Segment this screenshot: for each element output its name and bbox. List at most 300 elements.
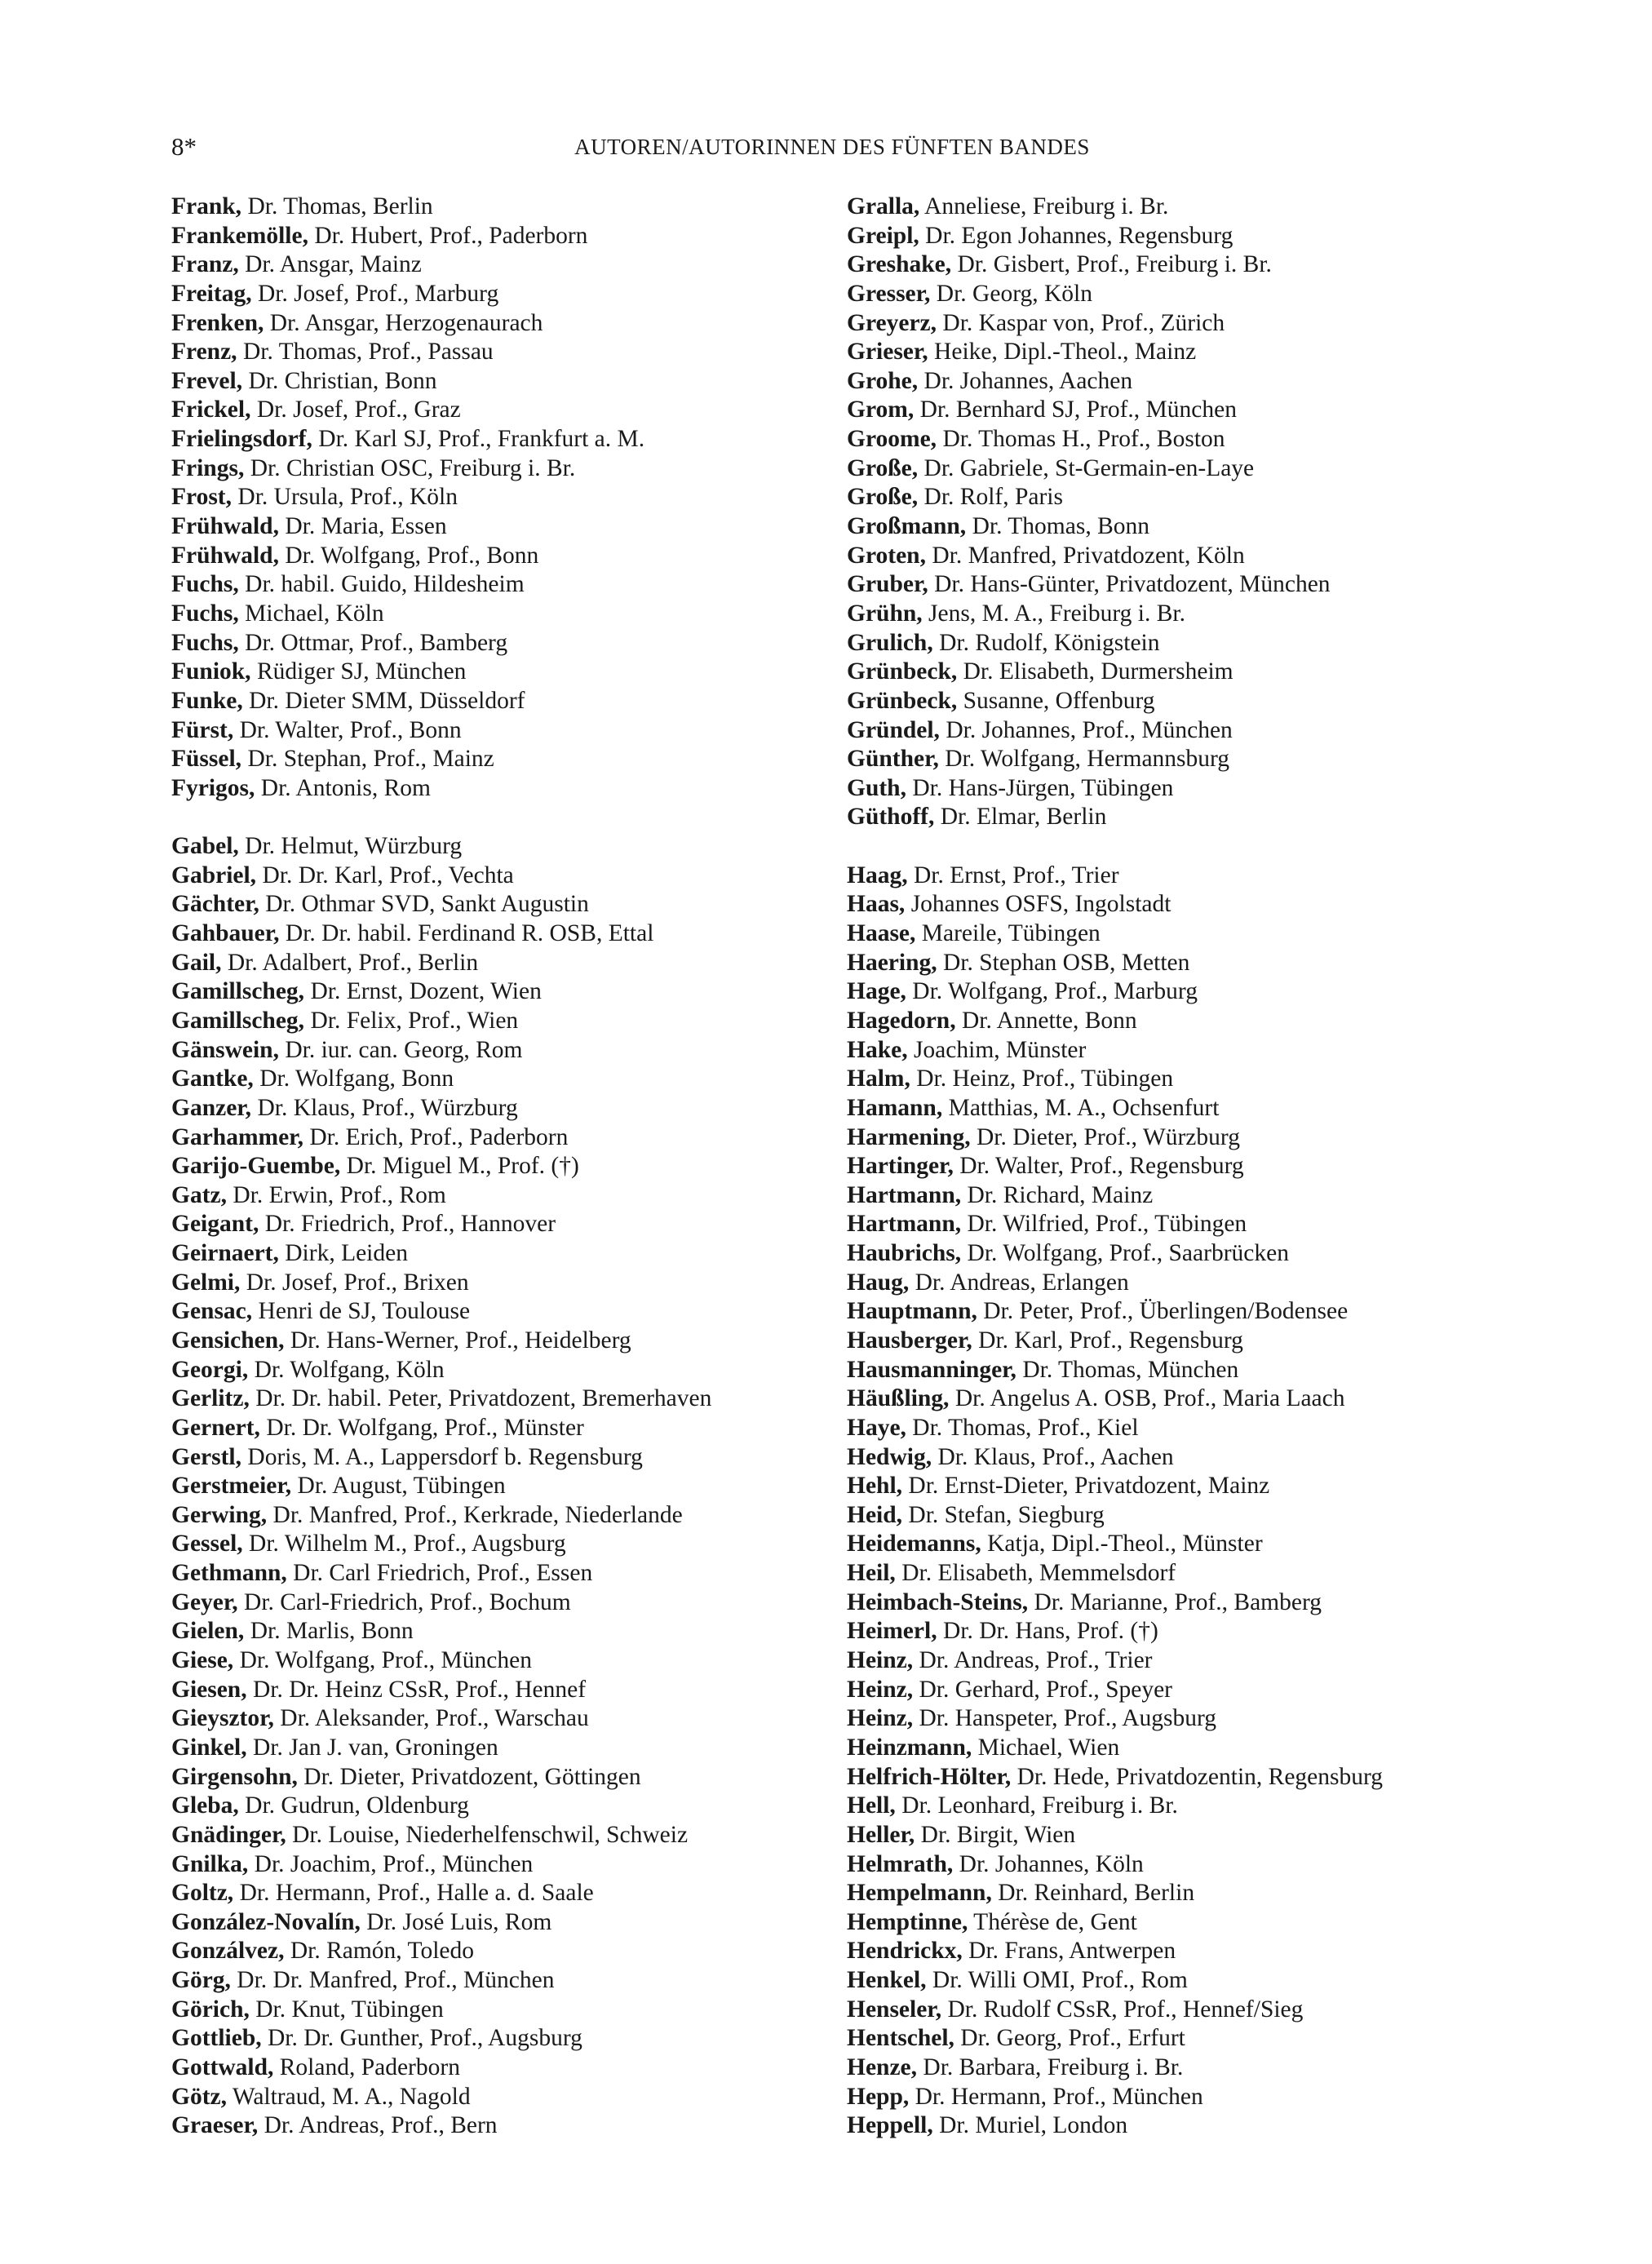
author-details: Dr. Johannes, Prof., München [939, 716, 1233, 743]
author-details: Dr. Ansgar, Mainz [238, 251, 422, 278]
author-entry [171, 687, 824, 716]
author-entry [847, 629, 1499, 658]
author-details: Dr. habil. Guido, Hildesheim [238, 571, 525, 598]
author-details: Dr. Gudrun, Oldenburg [238, 1792, 469, 1819]
author-entry [171, 1501, 824, 1531]
author-entry [171, 1007, 824, 1036]
author-entry [847, 454, 1499, 484]
author-entry [847, 1704, 1499, 1734]
author-entry [171, 1908, 824, 1938]
author-details: Dr. Angelus A. OSB, Prof., Maria Laach [949, 1385, 1345, 1412]
author-details: Dr. Stephan OSB, Metten [937, 949, 1190, 976]
author-entry [847, 1530, 1499, 1559]
author-details: Dr. José Luis, Rom [360, 1908, 552, 1935]
author-surname: Gabriel, [171, 862, 257, 888]
author-details: Dr. Ernst-Dieter, Privatdozent, Mainz [902, 1473, 1270, 1500]
author-entry [847, 396, 1499, 425]
author-surname: Gatz, [171, 1181, 227, 1208]
author-surname: Frevel, [171, 367, 243, 394]
author-entry [171, 1996, 824, 2025]
author-surname: Gerstl, [171, 1443, 242, 1470]
author-details: Dr. Heinz, Prof., Tübingen [910, 1066, 1174, 1092]
author-entry [171, 309, 824, 339]
author-surname: Graeser, [171, 2112, 259, 2139]
author-surname: Haug, [847, 1269, 910, 1296]
author-details: Dr. Wolfgang, Köln [248, 1356, 445, 1383]
author-entry [847, 1908, 1499, 1938]
author-entry [171, 483, 824, 512]
author-entry [847, 1123, 1499, 1153]
author-surname: Gonzálvez, [171, 1938, 285, 1965]
author-surname: Heinz, [847, 1676, 914, 1703]
author-surname: Häußling, [847, 1385, 950, 1412]
author-surname: Helfrich-Hölter, [847, 1763, 1012, 1790]
author-surname: Heller, [847, 1821, 915, 1848]
author-surname: Heimerl, [847, 1618, 937, 1645]
author-surname: Garhammer, [171, 1123, 303, 1150]
author-surname: Gieysztor, [171, 1705, 274, 1732]
author-details: Dr. Hubert, Prof., Paderborn [308, 222, 588, 249]
author-entry [171, 1617, 824, 1646]
author-surname: Henkel, [847, 1967, 927, 1994]
author-surname: Heidemanns, [847, 1531, 981, 1557]
author-entry [171, 2054, 824, 2083]
author-entry [171, 1239, 824, 1269]
author-surname: Heppell, [847, 2112, 933, 2139]
author-entry [171, 745, 824, 774]
author-entry [171, 1850, 824, 1880]
author-surname: Hell, [847, 1792, 896, 1819]
author-details: Dr. Jan J. van, Groningen [246, 1734, 498, 1761]
author-entry [171, 396, 824, 425]
author-entry [847, 1792, 1499, 1821]
author-details: Rüdiger SJ, München [250, 658, 467, 685]
author-entry [847, 367, 1499, 397]
author-details: Dr. Carl-Friedrich, Prof., Bochum [237, 1588, 571, 1615]
author-details: Dr. Erwin, Prof., Rom [227, 1181, 446, 1208]
author-details: Dr. Andreas, Prof., Trier [913, 1647, 1153, 1674]
author-surname: Hartmann, [847, 1181, 962, 1208]
author-details: Heike, Dipl.-Theol., Mainz [928, 339, 1197, 366]
author-surname: Fuchs, [171, 571, 239, 598]
author-surname: Freitag, [171, 280, 252, 307]
author-surname: Funke, [171, 687, 243, 714]
author-entry [171, 1763, 824, 1792]
author-details: Dr. Willi OMI, Prof., Rom [926, 1967, 1188, 1994]
author-surname: Gächter, [171, 891, 259, 918]
author-entry [847, 1676, 1499, 1705]
author-entry [171, 1152, 824, 1181]
author-details: Dr. Friedrich, Prof., Hannover [259, 1211, 556, 1238]
author-surname: Frühwald, [171, 513, 279, 540]
author-details: Dr. Joachim, Prof., München [248, 1850, 534, 1877]
author-details: Dr. Walter, Prof., Regensburg [953, 1153, 1244, 1180]
author-entry [171, 250, 824, 280]
author-surname: Gamillscheg, [171, 978, 305, 1005]
author-entry [171, 1588, 824, 1618]
author-surname: Hage, [847, 978, 906, 1005]
author-surname: Harmening, [847, 1123, 971, 1150]
author-entry [171, 425, 824, 454]
author-details: Dr. Muriel, London [932, 2112, 1128, 2139]
author-entry [847, 1617, 1499, 1646]
author-surname: Hentschel, [847, 2025, 954, 2052]
author-details: Dr. Dr. Wolfgang, Prof., Münster [259, 1414, 584, 1441]
author-details: Dr. Felix, Prof., Wien [304, 1007, 519, 1034]
author-entry [847, 2083, 1499, 2112]
author-details: Dr. Johannes, Köln [953, 1850, 1144, 1877]
left-column [171, 193, 824, 2141]
author-entry [847, 687, 1499, 716]
author-details: Dr. August, Tübingen [291, 1473, 506, 1500]
author-surname: Heimbach-Steins, [847, 1588, 1029, 1615]
author-entry [847, 193, 1499, 222]
author-entry [847, 977, 1499, 1007]
author-surname: Große, [847, 454, 919, 481]
author-entry [847, 919, 1499, 949]
author-surname: Gründel, [847, 716, 940, 743]
author-details: Dr. Ernst, Prof., Trier [907, 862, 1119, 888]
author-surname: Fyrigos, [171, 774, 255, 801]
author-details: Dr. Josef, Prof., Graz [250, 397, 461, 423]
author-entry [171, 570, 824, 600]
author-entry [171, 1472, 824, 1501]
author-entry [847, 2111, 1499, 2141]
author-surname: Geirnaert, [171, 1240, 279, 1267]
author-surname: Frankemölle, [171, 222, 308, 249]
author-details: Dr. Stefan, Siegburg [902, 1501, 1105, 1528]
author-details: Dr. Rudolf CSsR, Prof., Hennef/Sieg [941, 1996, 1304, 2023]
author-details: Dr. Josef, Prof., Brixen [240, 1269, 469, 1296]
author-entry [847, 716, 1499, 746]
author-surname: Haas, [847, 891, 906, 918]
author-details: Dr. Hans-Günter, Privatdozent, München [928, 571, 1331, 598]
author-entry [171, 1676, 824, 1705]
author-details: Dr. Josef, Prof., Marburg [251, 280, 499, 307]
author-details: Dr. Hede, Privatdozentin, Regensburg [1011, 1763, 1384, 1790]
author-details: Dr. Dr. habil. Ferdinand R. OSB, Ettal [279, 920, 654, 947]
author-details: Susanne, Offenburg [957, 687, 1155, 714]
author-surname: Gahbauer, [171, 920, 280, 947]
author-details: Dr. Othmar SVD, Sankt Augustin [259, 891, 589, 918]
author-details: Dr. Knut, Tübingen [249, 1996, 444, 2023]
author-surname: Heinzmann, [847, 1734, 972, 1761]
author-details: Dr. Hermann, Prof., Halle a. d. Saale [233, 1880, 594, 1907]
author-entry [847, 2054, 1499, 2083]
author-details: Dr. Dr. Gunther, Prof., Augsburg [261, 2025, 582, 2052]
author-entry [847, 1181, 1499, 1211]
author-surname: Giese, [171, 1647, 234, 1674]
author-details: Dr. Dr. Manfred, Prof., München [230, 1967, 555, 1994]
author-details: Joachim, Münster [907, 1036, 1087, 1063]
author-details: Doris, M. A., Lappersdorf b. Regensburg [241, 1443, 643, 1470]
author-entry [171, 890, 824, 919]
author-surname: Hendrickx, [847, 1938, 963, 1965]
author-details: Dr. Dr. Heinz CSsR, Prof., Hennef [246, 1676, 587, 1703]
author-surname: Gielen, [171, 1618, 245, 1645]
author-entry [171, 919, 824, 949]
author-details: Dr. Bernhard SJ, Prof., München [914, 397, 1237, 423]
author-surname: Giesen, [171, 1676, 247, 1703]
author-details: Mareile, Tübingen [915, 920, 1101, 947]
author-details: Dr. Marianne, Prof., Bamberg [1028, 1588, 1322, 1615]
author-details: Dr. Ramón, Toledo [284, 1938, 475, 1965]
author-entry [171, 1385, 824, 1414]
author-details: Dr. Georg, Köln [930, 280, 1092, 307]
author-surname: Gänswein, [171, 1036, 279, 1063]
author-entry [847, 1879, 1499, 1908]
author-details: Anneliese, Freiburg i. Br. [919, 193, 1169, 219]
author-surname: Goltz, [171, 1880, 234, 1907]
author-details: Dr. Klaus, Prof., Aachen [932, 1443, 1174, 1470]
author-details: Dr. Rolf, Paris [918, 484, 1063, 511]
author-surname: Guth, [847, 774, 906, 801]
author-entry [171, 1704, 824, 1734]
author-details: Dr. Elmar, Berlin [934, 804, 1107, 831]
author-surname: Haag, [847, 862, 908, 888]
author-details: Jens, M. A., Freiburg i. Br. [922, 600, 1185, 627]
author-surname: Heinz, [847, 1647, 914, 1674]
author-surname: Güthoff, [847, 804, 935, 831]
author-details: Dr. Thomas, Bonn [966, 513, 1149, 540]
author-details: Dr. Manfred, Prof., Kerkrade, Niederlande [267, 1501, 683, 1528]
author-entry [847, 600, 1499, 629]
author-surname: Gerwing, [171, 1501, 268, 1528]
author-details: Dr. Wilfried, Prof., Tübingen [961, 1211, 1247, 1238]
author-entry [847, 1385, 1499, 1414]
author-details: Dr. Thomas H., Prof., Boston [937, 426, 1225, 453]
author-entry [171, 1879, 824, 1908]
author-details: Dr. Wilhelm M., Prof., Augsburg [242, 1531, 566, 1557]
author-entry [847, 658, 1499, 687]
author-entry [847, 1239, 1499, 1269]
author-surname: Hartmann, [847, 1211, 962, 1238]
author-entry [847, 1937, 1499, 1966]
author-surname: Ganzer, [171, 1094, 252, 1121]
author-surname: Gernert, [171, 1414, 260, 1441]
author-details: Dr. Gisbert, Prof., Freiburg i. Br. [951, 251, 1272, 278]
author-entry [171, 1821, 824, 1850]
author-details: Dr. Louise, Niederhelfenschwil, Schweiz [286, 1821, 689, 1848]
author-surname: Grünbeck, [847, 658, 958, 685]
author-surname: Gleba, [171, 1792, 239, 1819]
author-details: Dr. Stephan, Prof., Mainz [241, 746, 494, 773]
author-entry [847, 1065, 1499, 1094]
author-entry [847, 338, 1499, 367]
author-details: Dr. Richard, Mainz [961, 1181, 1154, 1208]
author-details: Dr. Thomas, Berlin [241, 193, 433, 219]
author-surname: Henze, [847, 2054, 918, 2080]
author-surname: Gnädinger, [171, 1821, 286, 1848]
author-entry [847, 1152, 1499, 1181]
author-entry [847, 1269, 1499, 1298]
author-surname: Gnilka, [171, 1850, 249, 1877]
author-surname: Gessel, [171, 1531, 243, 1557]
author-entry [171, 222, 824, 251]
author-surname: Helmrath, [847, 1850, 954, 1877]
author-details: Dr. Rudolf, Königstein [932, 629, 1160, 656]
author-entry [847, 425, 1499, 454]
author-entry [847, 483, 1499, 512]
author-surname: Georgi, [171, 1356, 249, 1383]
author-entry [847, 222, 1499, 251]
author-entry [171, 977, 824, 1007]
author-details: Dr. Frans, Antwerpen [962, 1938, 1176, 1965]
author-entry [171, 1646, 824, 1676]
author-surname: Hausmanninger, [847, 1356, 1016, 1383]
author-surname: Frenz, [171, 339, 237, 366]
author-entry [847, 774, 1499, 804]
author-details: Dr. Elisabeth, Durmersheim [957, 658, 1233, 685]
author-details: Dr. Thomas, Prof., Passau [237, 339, 494, 366]
author-entry [847, 1501, 1499, 1531]
author-surname: Henseler, [847, 1996, 942, 2023]
author-entry [171, 1094, 824, 1123]
author-entry [171, 1734, 824, 1763]
author-surname: Hartinger, [847, 1153, 954, 1180]
author-details: Dr. Peter, Prof., Überlingen/Bodensee [977, 1298, 1349, 1325]
author-details: Thérèse de, Gent [968, 1908, 1137, 1935]
author-entry [171, 1269, 824, 1298]
author-surname: Greshake, [847, 251, 952, 278]
author-entry [847, 1472, 1499, 1501]
author-surname: Große, [847, 484, 919, 511]
author-entry [171, 2024, 824, 2054]
author-details: Dr. Georg, Prof., Erfurt [954, 2025, 1185, 2052]
author-entry [847, 1588, 1499, 1618]
author-surname: Görich, [171, 1996, 250, 2023]
author-surname: Greyerz, [847, 309, 937, 336]
author-details: Dr. Hans-Werner, Prof., Heidelberg [284, 1327, 631, 1354]
author-details: Dr. Elisabeth, Memmelsdorf [895, 1560, 1176, 1587]
author-details: Dr. Gerhard, Prof., Speyer [913, 1676, 1172, 1703]
author-surname: Hagedorn, [847, 1007, 956, 1034]
author-details: Dr. Annette, Bonn [955, 1007, 1137, 1034]
author-surname: Gensac, [171, 1298, 253, 1325]
author-details: Dr. Walter, Prof., Bonn [233, 716, 462, 743]
author-surname: González-Novalín, [171, 1908, 361, 1935]
author-surname: Haye, [847, 1414, 906, 1441]
author-entry [847, 1850, 1499, 1880]
author-details: Dr. Wolfgang, Hermannsburg [938, 746, 1230, 773]
author-entry [847, 803, 1499, 832]
author-details: Dr. Wolfgang, Prof., Bonn [278, 542, 539, 569]
author-entry [847, 1297, 1499, 1327]
author-surname: Hemptinne, [847, 1908, 968, 1935]
author-details: Dr. Dr. Hans, Prof. (†) [937, 1618, 1158, 1645]
author-details: Katja, Dipl.-Theol., Münster [981, 1531, 1263, 1557]
author-entry [847, 1356, 1499, 1385]
author-details: Dr. Helmut, Würzburg [238, 833, 463, 860]
author-surname: Haase, [847, 920, 916, 947]
author-surname: Grom, [847, 397, 915, 423]
author-details: Dr. Marlis, Bonn [244, 1618, 414, 1645]
author-surname: Hake, [847, 1036, 908, 1063]
author-entry [171, 1937, 824, 1966]
author-surname: Gail, [171, 949, 222, 976]
author-details: Dr. Reinhard, Berlin [991, 1880, 1195, 1907]
author-details: Dr. Wolfgang, Bonn [253, 1066, 454, 1092]
author-entry [171, 774, 824, 804]
author-surname: Heinz, [847, 1705, 914, 1732]
author-details: Michael, Köln [238, 600, 384, 627]
author-entry [847, 890, 1499, 919]
author-surname: Grulich, [847, 629, 933, 656]
author-details: Dr. Antonis, Rom [255, 774, 431, 801]
author-surname: Frühwald, [171, 542, 279, 569]
author-entry [171, 1530, 824, 1559]
author-entry [847, 1763, 1499, 1792]
author-surname: Gelmi, [171, 1269, 241, 1296]
author-surname: Fuchs, [171, 629, 239, 656]
author-entry [847, 542, 1499, 571]
author-surname: Gerstmeier, [171, 1473, 292, 1500]
author-entry [847, 280, 1499, 309]
author-entry [847, 1734, 1499, 1763]
author-surname: Gamillscheg, [171, 1007, 305, 1034]
author-entry [171, 2111, 824, 2141]
author-entry [171, 600, 824, 629]
author-details: Dr. Leonhard, Freiburg i. Br. [895, 1792, 1178, 1819]
author-entry [171, 949, 824, 978]
author-surname: Fürst, [171, 716, 234, 743]
author-details: Dr. Ernst, Dozent, Wien [304, 978, 542, 1005]
author-entry [171, 280, 824, 309]
author-details: Johannes OSFS, Ingolstadt [905, 891, 1171, 918]
author-details: Dr. Karl SJ, Prof., Frankfurt a. M. [312, 426, 645, 453]
author-surname: Fuchs, [171, 600, 239, 627]
author-entry [847, 1414, 1499, 1443]
author-details: Dr. Birgit, Wien [915, 1821, 1076, 1848]
author-surname: Geigant, [171, 1211, 259, 1238]
author-surname: Ginkel, [171, 1734, 247, 1761]
author-surname: Großmann, [847, 513, 967, 540]
author-details: Dr. Ansgar, Herzogenaurach [264, 309, 543, 336]
author-details: Dr. Dieter, Prof., Würzburg [970, 1123, 1240, 1150]
author-entry [171, 629, 824, 658]
author-surname: Girgensohn, [171, 1763, 298, 1790]
author-surname: Gerlitz, [171, 1385, 250, 1412]
author-surname: Grieser, [847, 339, 928, 366]
author-details: Dr. Christian, Bonn [242, 367, 437, 394]
author-entry [171, 716, 824, 746]
author-details: Dr. Christian OSC, Freiburg i. Br. [244, 454, 576, 481]
author-details: Dr. Dieter, Privatdozent, Göttingen [297, 1763, 641, 1790]
author-surname: Hauptmann, [847, 1298, 977, 1325]
author-entry [847, 1327, 1499, 1356]
author-entry [847, 1443, 1499, 1473]
author-details: Dr. Hans-Jürgen, Tübingen [906, 774, 1174, 801]
author-details: Dr. Dr. Karl, Prof., Vechta [256, 862, 514, 888]
author-surname: Gottwald, [171, 2054, 274, 2080]
author-surname: Gresser, [847, 280, 931, 307]
author-surname: Funiok, [171, 658, 251, 685]
author-details: Henri de SJ, Toulouse [252, 1298, 471, 1325]
author-entry [171, 1297, 824, 1327]
author-surname: Groome, [847, 426, 937, 453]
author-entry [847, 1559, 1499, 1588]
author-entry [171, 1966, 824, 1996]
author-surname: Gralla, [847, 193, 920, 219]
author-surname: Garijo-Guembe, [171, 1153, 341, 1180]
author-details: Dr. Andreas, Prof., Bern [258, 2112, 498, 2139]
author-surname: Groten, [847, 542, 926, 569]
right-column [847, 193, 1499, 2141]
author-details: Dr. Klaus, Prof., Würzburg [251, 1094, 518, 1121]
author-details: Dr. Ottmar, Prof., Bamberg [238, 629, 508, 656]
author-entry [171, 1356, 824, 1385]
author-details: Dr. Wolfgang, Prof., München [233, 1647, 532, 1674]
